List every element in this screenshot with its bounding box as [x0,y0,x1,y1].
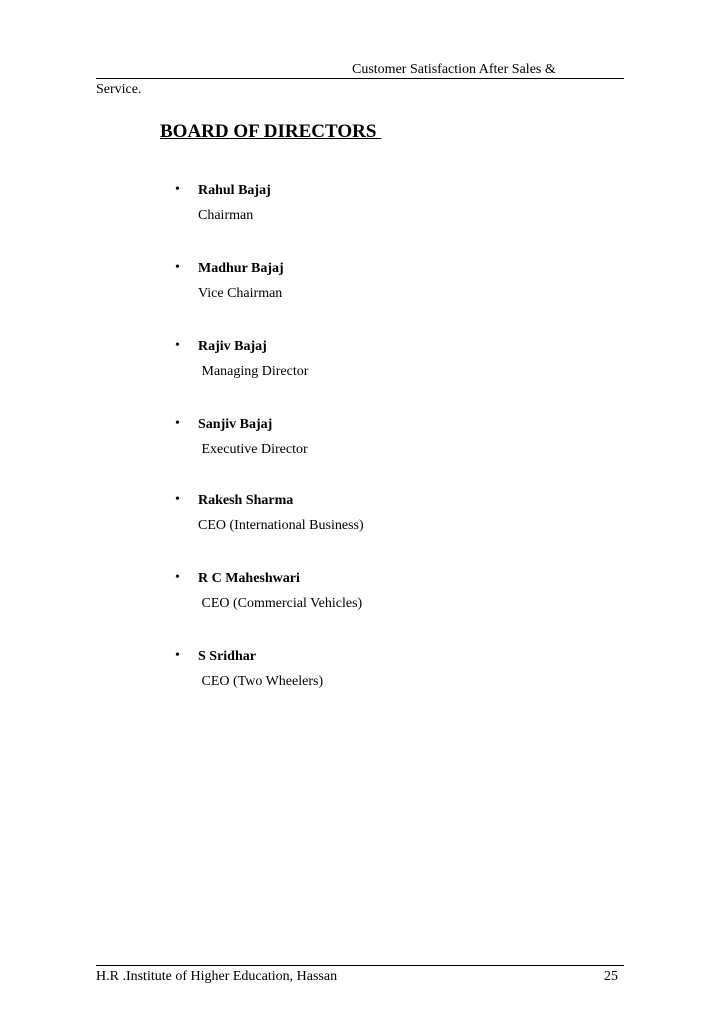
bullet-icon: • [175,416,180,431]
bullet-icon: • [175,338,180,353]
bullet-icon: • [175,648,180,663]
bullet-icon: • [175,492,180,507]
director-name: Rakesh Sharma [198,493,294,508]
director-item [170,570,570,620]
director-role: Executive Director [198,442,308,457]
director-item [170,260,570,310]
director-item [170,492,570,542]
footer-rule [96,965,624,966]
director-name: S Sridhar [198,649,256,664]
bullet-icon: • [175,260,180,275]
director-item [170,182,570,232]
running-header: Customer Satisfaction After Sales & [352,62,556,77]
director-role: CEO (Commercial Vehicles) [198,596,363,611]
director-item [170,338,570,388]
running-header-continuation: Service. [96,82,142,97]
director-role: Managing Director [198,364,309,379]
director-role: CEO (Two Wheelers) [198,674,324,689]
director-name: Rajiv Bajaj [198,339,267,354]
director-role: CEO (International Business) [198,518,364,533]
bullet-icon: • [175,182,180,197]
director-name: Rahul Bajaj [198,183,271,198]
footer-institution: H.R .Institute of Higher Education, Hassan [96,969,338,984]
director-name: R C Maheshwari [198,571,300,586]
director-name: Madhur Bajaj [198,261,284,276]
director-item [170,648,570,698]
header-rule [96,78,624,79]
director-item [170,416,570,466]
page-number: 25 [604,969,618,984]
bullet-icon: • [175,570,180,585]
director-role: Vice Chairman [198,286,283,301]
director-name: Sanjiv Bajaj [198,417,273,432]
director-role: Chairman [198,208,254,223]
section-title: BOARD OF DIRECTORS [160,121,382,142]
